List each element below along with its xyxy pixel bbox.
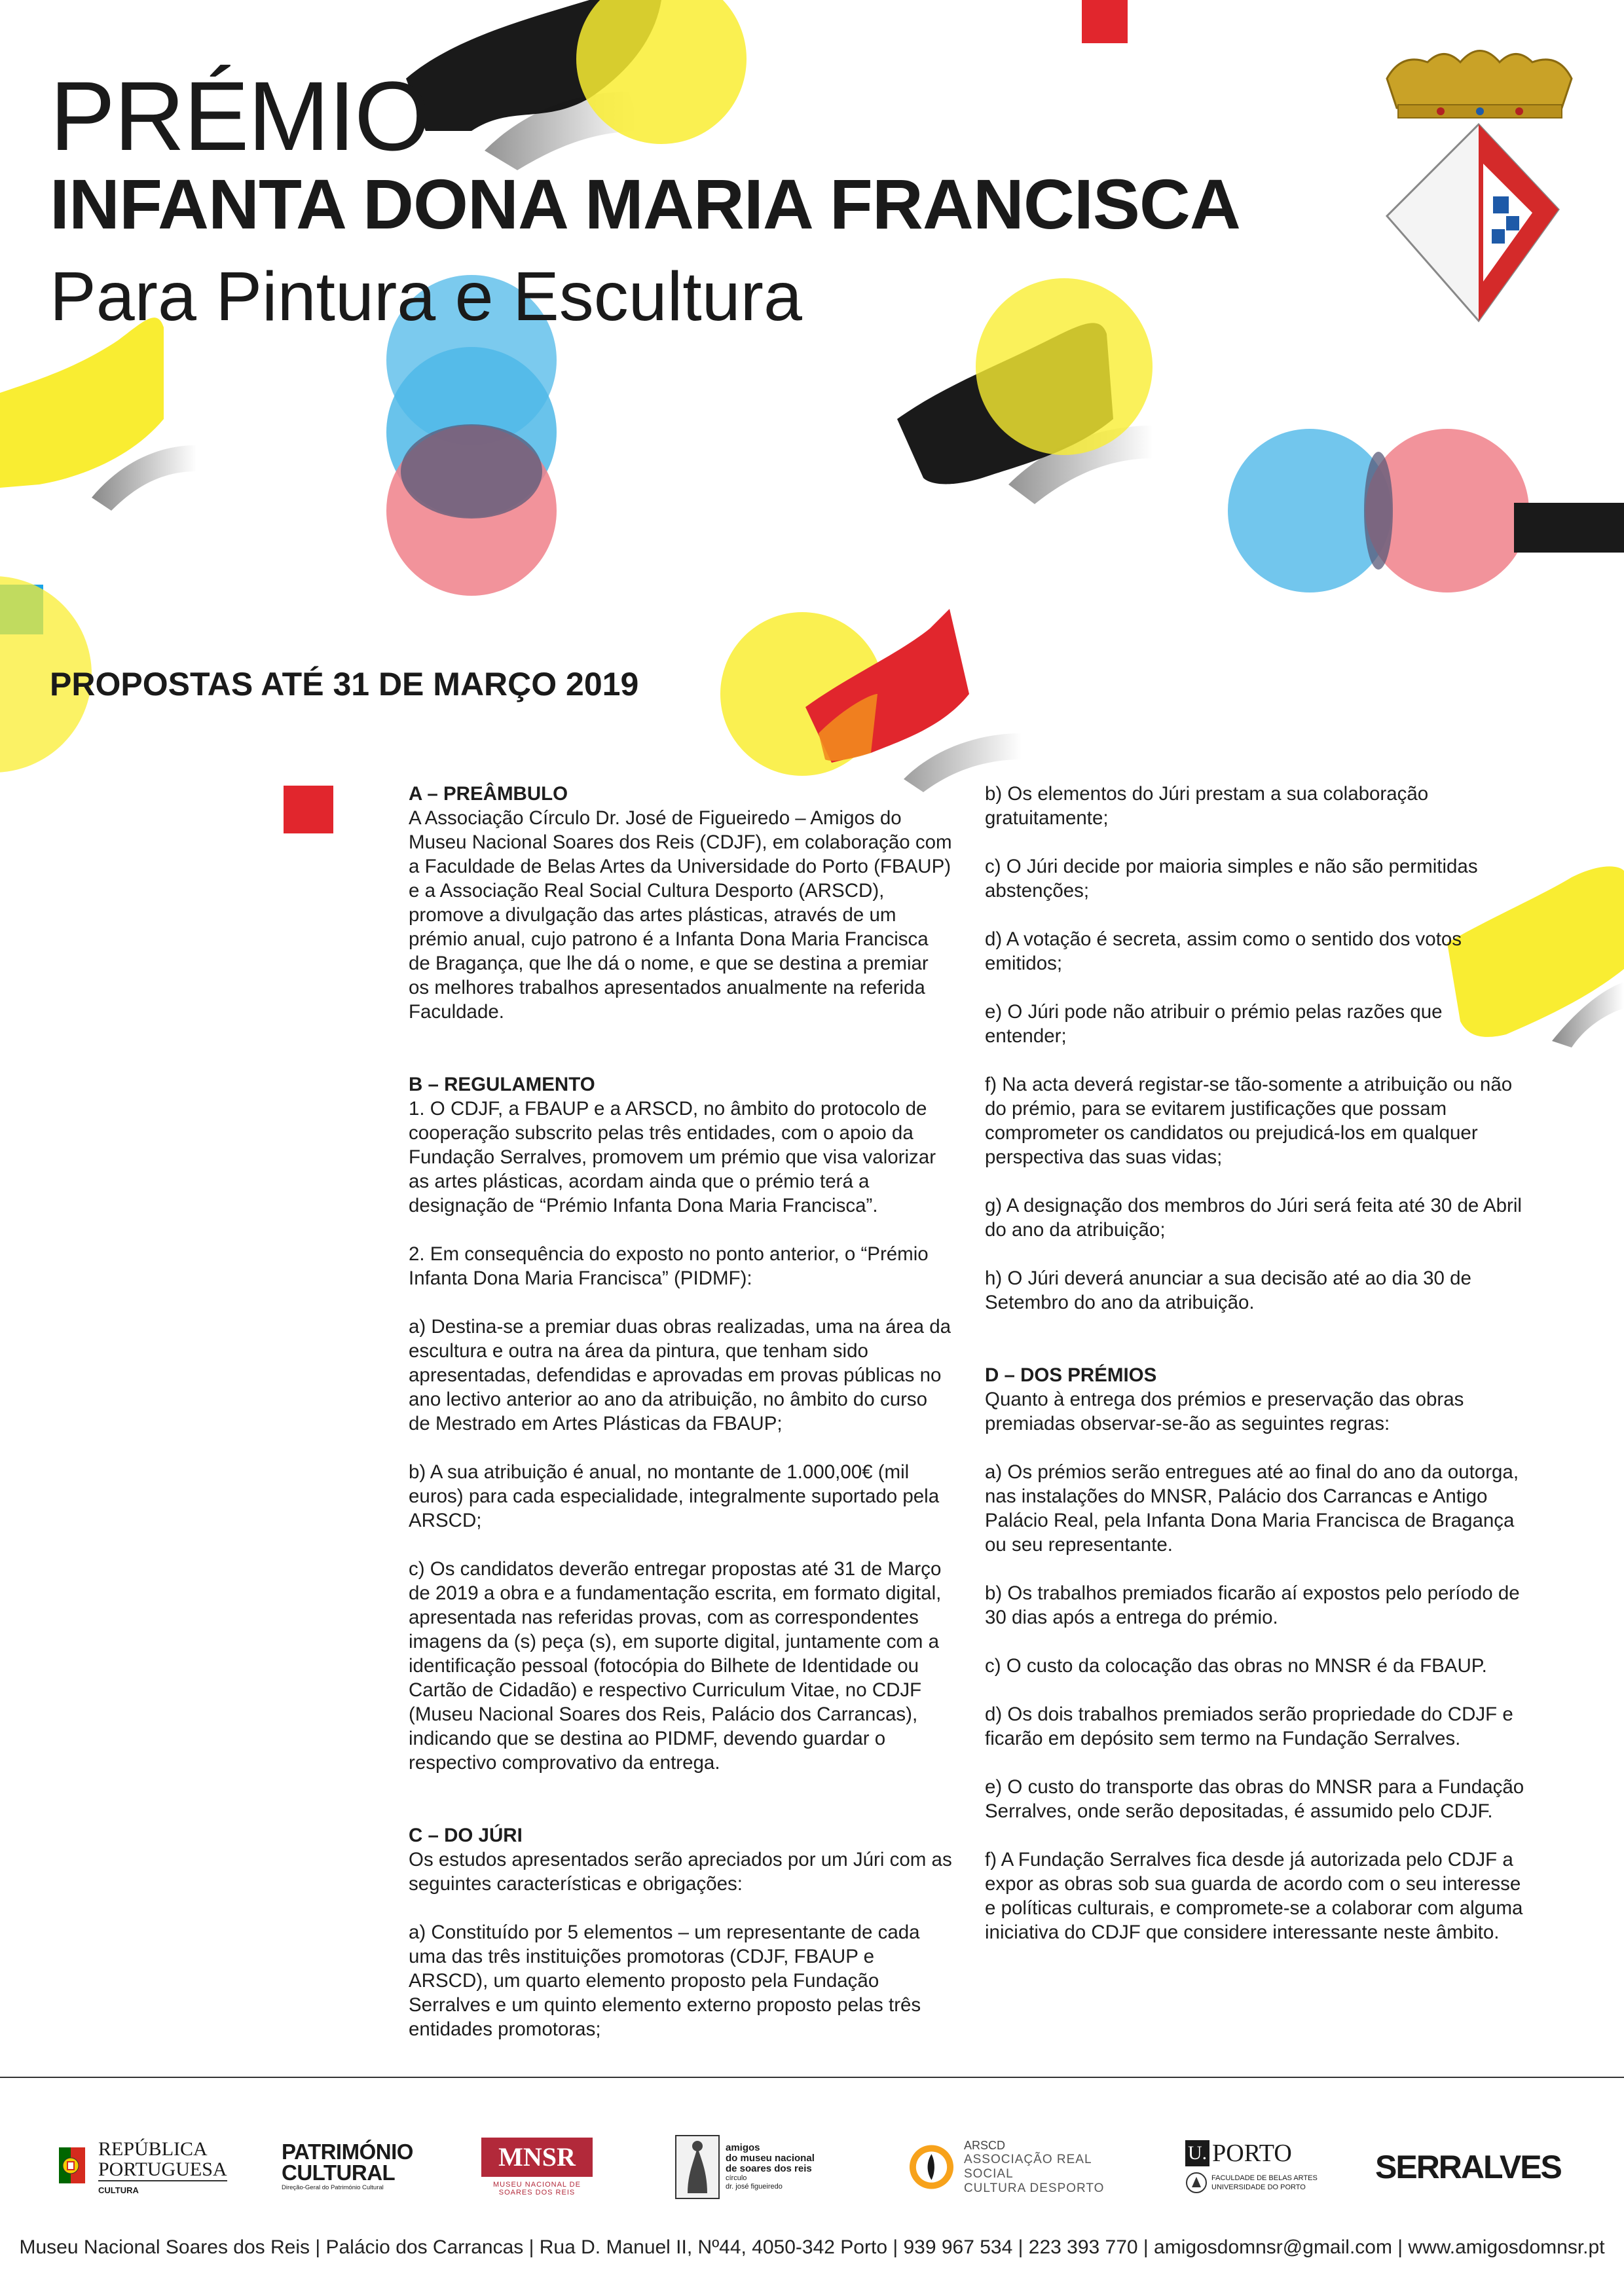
section-b-heading: B – REGULAMENTO <box>409 1074 595 1095</box>
red-square-text <box>284 786 333 833</box>
footer-divider <box>0 2077 1624 2078</box>
black-bar-right <box>1514 503 1624 553</box>
section-c-heading: C – DO JÚRI <box>409 1825 523 1846</box>
arscd-text-2: ASSOCIAÇÃO REAL SOCIAL <box>963 2153 1092 2181</box>
arscd-text-3: CULTURA DESPORTO <box>963 2181 1105 2195</box>
section-c-item-f: f) Na acta deverá registar-se tão-somente a atribuição ou não do prémio, para se evitarem justificações que possam comprometer os candidatos ou prejudicá-los em qualquer perspectiva das suas vidas; <box>985 1074 1513 1168</box>
portugal-flag-icon <box>52 2144 92 2190</box>
section-c-item-d: d) A votação é secreta, assim como o sentido dos votos emitidos; <box>985 928 1462 974</box>
section-c-item-e: e) O Júri pode não atribuir o prémio pelas razões que entender; <box>985 1001 1443 1047</box>
royal-crest <box>1387 51 1572 321</box>
section-d-heading: D – DOS PRÉMIOS <box>985 1364 1157 1386</box>
deadline-banner: PROPOSTAS ATÉ 31 DE MARÇO 2019 <box>50 666 639 702</box>
section-c-item-c: c) O Júri decide por maioria simples e não são permitidas abstenções; <box>985 856 1478 902</box>
page-subtitle: Para Pintura e Escultura <box>50 258 802 335</box>
figure-icon <box>674 2134 720 2200</box>
mnsr-text-2: SOARES DOS REIS <box>498 2189 576 2196</box>
section-b-item-b: b) A sua atribuição é anual, no montante de 1.000,00€ (mil euros) para cada especialidade, integralmente suportado pela ARSCD; <box>409 1461 940 1531</box>
patrimonio-text-1: PATRIMÓNIO <box>282 2140 413 2164</box>
section-a-paragraph: A Associação Círculo Dr. José de Figueiredo – Amigos do Museu Nacional Soares dos Reis (CDJF), em colaboração com a Faculdade de Belas Artes da Universidade do Porto (FBAUP) e a Associação Real Social Cultura Desporto (ARSCD), promove a divulgação das artes plásticas, através de um prémio anual, cujo patrono é a Infanta Dona Maria Francisca de Bragança, que lhe dá o nome, e que se destina a premiar os melhores trabalhos apresentados anualmente na referida Faculdade. <box>409 807 952 1023</box>
section-c-item-h: h) O Júri deverá anunciar a sua decisão até ao dia 30 de Setembro do ano da atribuição. <box>985 1267 1471 1313</box>
patrimonio-cultural-logo <box>282 2128 439 2206</box>
yellow-circle-middle <box>976 278 1153 455</box>
text-column-right <box>985 782 1528 1969</box>
section-a-heading: A – PREÂMBULO <box>409 783 568 805</box>
section-b-paragraph-1: 1. O CDJF, a FBAUP e a ARSCD, no âmbito do protocolo de cooperação subscrito pelas três entidades, com o apoio da Fundação Serralves, promovem um prémio que visa valorizar as artes plásticas, acordam ainda que o prémio terá a designação de “Prémio Infanta Dona Maria Francisca”. <box>409 1098 936 1216</box>
serralves-logo <box>1375 2128 1572 2206</box>
section-b-item-a: a) Destina-se a premiar duas obras realizadas, uma na área da escultura e outra na área da pintura, que tenham sido apresentadas, defendidas e aprovadas em provas públicas no ano lectivo anterior ao ano da atribuição, no âmbito do curso de Mestrado em Artes Plásticas da FBAUP; <box>409 1316 951 1434</box>
patrimonio-text-2: CULTURAL <box>282 2160 396 2185</box>
page-title: INFANTA DONA MARIA FRANCISCA <box>50 164 1240 244</box>
uporto-logo <box>1185 2128 1329 2206</box>
uporto-mark: U. <box>1185 2140 1209 2166</box>
mnsr-text-1: MUSEU NACIONAL DE <box>493 2181 581 2189</box>
arscd-logo <box>907 2128 1143 2206</box>
section-d-item-d: d) Os dois trabalhos premiados serão propriedade do CDJF e ficarão em depósito sem termo na Fundação Serralves. <box>985 1704 1513 1749</box>
serralves-text: SERRALVES <box>1375 2149 1561 2185</box>
title-premio: PRÉMIO <box>50 61 430 171</box>
uporto-text-1: PORTO <box>1212 2140 1292 2167</box>
republica-text-3: CULTURA <box>98 2185 139 2195</box>
section-c-item-b: b) Os elementos do Júri prestam a sua colaboração gratuitamente; <box>985 783 1429 829</box>
text-column-left <box>409 782 952 2066</box>
amigos-text-3: de soares dos reis <box>726 2163 812 2174</box>
amigos-text-1: amigos <box>726 2142 760 2153</box>
amigos-text-5: dr. josé figueiredo <box>726 2183 783 2191</box>
section-d-item-c: c) O custo da colocação das obras no MNSR é da FBAUP. <box>985 1655 1487 1677</box>
footer-contacts: Museu Nacional Soares dos Reis | Palácio dos Carrancas | Rua D. Manuel II, Nº44, 4050-342 Porto | 939 967 534 | 223 393 770 | amigosdomnsr@gmail.com | www.amigosdomnsr.pt <box>19 2236 1605 2258</box>
amigos-text-4: círculo <box>726 2174 747 2182</box>
arscd-text-1: ARSCD <box>963 2139 1005 2152</box>
section-c-item-g: g) A designação dos membros do Júri será feita até 30 de Abril do ano da atribuição; <box>985 1195 1522 1241</box>
republica-text-1: REPÚBLICA <box>98 2138 208 2160</box>
uporto-text-2: FACULDADE DE BELAS ARTES <box>1211 2174 1318 2182</box>
uporto-text-3: UNIVERSIDADE DO PORTO <box>1211 2183 1306 2191</box>
section-d-item-b: b) Os trabalhos premiados ficarão aí expostos pelo período de 30 dias após a entrega do prémio. <box>985 1582 1520 1628</box>
section-c-paragraph: Os estudos apresentados serão apreciados por um Júri com as seguintes características e obrigações: <box>409 1849 952 1895</box>
section-b-paragraph-2: 2. Em consequência do exposto no ponto anterior, o “Prémio Infanta Dona Maria Francisca” (PIDMF): <box>409 1243 929 1289</box>
republica-portuguesa-logo <box>52 2128 249 2206</box>
section-d-item-e: e) O custo do transporte das obras do MNSR para a Fundação Serralves, onde serão depositadas, é assumido pelo CDJF. <box>985 1776 1524 1822</box>
fba-icon <box>1185 2172 1208 2194</box>
republica-text-2: PORTUGUESA <box>98 2158 227 2180</box>
red-square-top <box>1082 0 1128 43</box>
section-b-item-c: c) Os candidatos deverão entregar propostas até 31 de Março de 2019 a obra e a fundamentação escrita, em formato digital, apresentada nas referidas provas, com as correspondentes imagens da (s) peça (s), em suporte digital, juntamente com a identificação pessoal (fotocópia do Bilhete de Identidade ou Cartão de Cidadão) e respectivo Curriculum Vitae, no CDJF (Museu Nacional Soares dos Reis, Palácio dos Carrancas), indicando que se destina ao PIDMF, devendo guardar o respectivo comprovativo da entrega. <box>409 1558 942 1774</box>
sponsor-logos <box>0 2128 1624 2206</box>
patrimonio-text-3: Direção-Geral do Património Cultural <box>282 2184 384 2191</box>
section-d-item-a: a) Os prémios serão entregues até ao final do ano da outorga, nas instalações do MNSR, Palácio dos Carrancas e Antigo Palácio Real, pela Infanta Dona Maria Francisca de Bragança ou seu representante. <box>985 1461 1519 1556</box>
amigos-mnsr-logo <box>674 2128 845 2206</box>
mnsr-logo <box>478 2128 596 2206</box>
amigos-text-2: do museu nacional <box>726 2153 815 2164</box>
section-c-item-a: a) Constituído por 5 elementos – um representante de cada uma das três instituições promotoras (CDJF, FBAUP e ARSCD), um quarto elemento proposto pela Fundação Serralves e um quinto elemento externo proposto pelas três entidades promotoras; <box>409 1922 921 2040</box>
mnsr-mark: MNSR <box>481 2138 593 2177</box>
section-d-item-f: f) A Fundação Serralves fica desde já autorizada pelo CDJF a expor as obras sob sua guarda de acordo com o seu interesse e políticas culturais, e compromete-se a colaborar com alguma iniciativa do CDJF que considere interessante neste âmbito. <box>985 1849 1523 1943</box>
section-d-paragraph: Quanto à entrega dos prémios e preservação das obras premiadas observar-se-ão as seguintes regras: <box>985 1389 1464 1434</box>
arscd-emblem-icon <box>907 2142 956 2192</box>
